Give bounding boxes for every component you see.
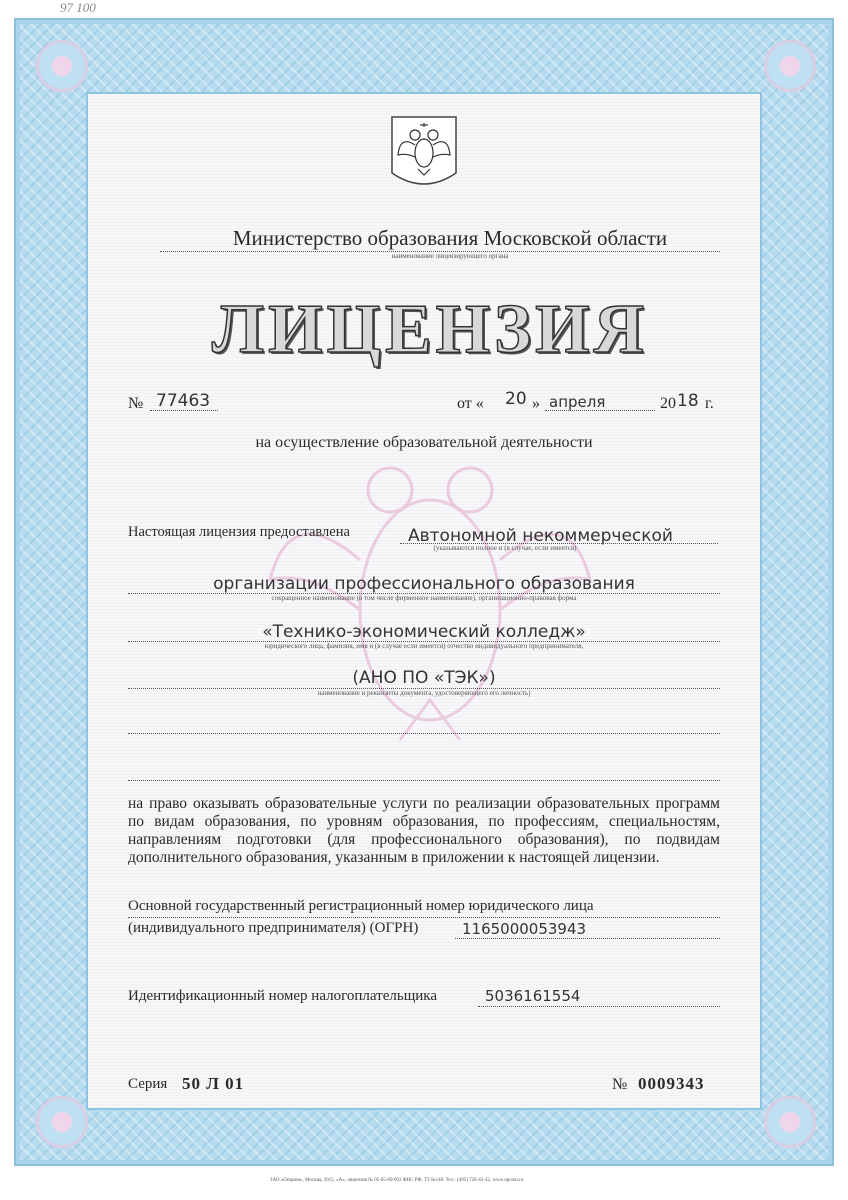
license-number: 77463 <box>156 391 211 411</box>
grantee-caption-2: сокращенное наименование (в том числе фирменное наименование), организационно-правовая форма <box>271 594 577 602</box>
inn-label: Идентификационный номер налогоплательщика <box>128 988 438 1004</box>
divider <box>455 938 720 939</box>
license-rights-text: на право оказывать образовательные услуги по реализации образовательных программ по видам образования, по уровням образования, по профессиям, специальностям, направлениям подготовки (для профессионального образования), по подвидам дополнительного образования, указанным в приложении к настоящей лицензии. <box>128 795 720 866</box>
divider <box>128 917 720 918</box>
grantee-caption-1: (указываются полное и (в случае, если имеется) <box>433 544 577 552</box>
corner-rosette-icon <box>764 40 816 92</box>
grantee-line-2: организации профессионального образования <box>213 574 635 594</box>
corner-rosette-icon <box>764 1096 816 1148</box>
grantee-caption-3: юридического лица, фамилия, имя и (в случае если имеется) отчество индивидуального предпринимателя, <box>264 642 584 650</box>
number-sign: № <box>128 395 144 412</box>
series-value: 50 Л 01 <box>182 1074 245 1093</box>
divider <box>478 1006 720 1007</box>
ogrn-label-line-1: Основной государственный регистрационный номер юридического лица <box>128 898 594 914</box>
divider <box>150 410 218 411</box>
date-day: 20 <box>505 389 527 409</box>
eagle-watermark-icon <box>250 440 610 770</box>
license-purpose: на осуществление образовательной деятельности <box>255 434 593 451</box>
grantee-caption-4: наименование и реквизиты документа, удостоверяющего его личность) <box>317 689 531 697</box>
ministry-caption: наименование лицензирующего органа <box>391 252 509 260</box>
blank-number-sign: № <box>612 1076 628 1093</box>
ministry-name: Министерство образования Московской области <box>232 226 668 250</box>
divider <box>545 410 655 411</box>
divider <box>128 780 720 781</box>
date-month: апреля <box>549 393 606 411</box>
year-label: г. <box>705 395 714 412</box>
blank-number: 0009343 <box>638 1074 705 1093</box>
printer-note: ЗАО «Опцион», Москва, 2015, «А», лицензия № 05-05-09/003 ФНС РФ, ТЗ №140. Тел.: (495) 726-42-42, www.opcion.ru <box>270 1178 524 1183</box>
year-suffix: 18 <box>677 391 699 411</box>
grantee-line-1: Автономной некоммерческой <box>408 526 673 546</box>
corner-rosette-icon <box>36 40 88 92</box>
date-day-close: » <box>532 395 540 412</box>
grantee-intro: Настоящая лицензия предоставлена <box>128 524 350 540</box>
corner-note: 97 100 <box>60 0 96 15</box>
document-title: ЛИЦЕНЗИЯ <box>211 291 649 368</box>
ogrn-label-line-2: (индивидуального предпринимателя) (ОГРН) <box>128 920 419 936</box>
date-from-label: от « <box>457 395 484 412</box>
ogrn-value: 1165000053943 <box>462 920 587 938</box>
series-label: Серия <box>128 1076 168 1092</box>
year-prefix: 20 <box>660 395 676 412</box>
grantee-line-3: «Технико-экономический колледж» <box>262 622 586 642</box>
grantee-line-4: (АНО ПО «ТЭК») <box>352 668 496 688</box>
divider <box>128 733 720 734</box>
corner-rosette-icon <box>36 1096 88 1148</box>
inn-value: 5036161554 <box>485 987 581 1005</box>
coat-of-arms-icon <box>388 113 460 195</box>
